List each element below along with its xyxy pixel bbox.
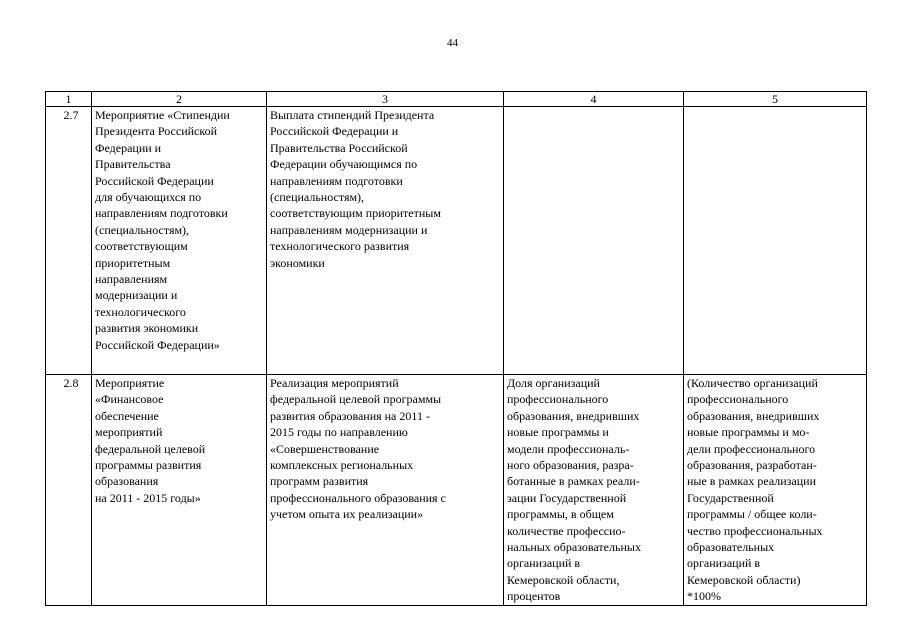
column-header-2: 2 [92,92,267,107]
page-number: 44 [447,37,458,49]
column-header-4: 4 [504,92,684,107]
event-name-cell: Мероприятие «Финансовое обеспечение мероприятий федеральной целевой программы развития образования на 2011 - 2015 годы» [92,375,267,606]
event-description-cell: Реализация мероприятий федеральной целевой программы развития образования на 2011 - 2015 годы по направлению «Совершенствование комплексных региональных программ развития профессионального образования с учетом опыта их реализации» [267,375,504,606]
table-row [46,107,867,375]
row-number: 2.8 [46,375,92,606]
indicator-cell [504,107,684,375]
column-header-5: 5 [684,92,867,107]
formula-cell [684,107,867,375]
indicator-cell: Доля организаций профессионального образования, внедривших новые программы и модели профессиональ- ного образования, разра- ботанные в рамках реали- зации Государственной программы, в общем количестве профессио- нальных образовательных организаций в Кемеровской области, процентов [504,375,684,606]
event-description-cell: Выплата стипендий Президента Российской Федерации и Правительства Российской Федерации обучающимся по направлениям подготовки (специальностям), соответствующим приоритетным направлениям модернизации и технологического развития экономики [267,107,504,375]
table-row [46,375,867,606]
formula-cell: (Количество организаций профессионального образования, внедривших новые программы и мо- дели профессионального образования, разработан- ные в рамках реализации Государственной программы / общее коли- чество профессиональных образовательных организаций в Кемеровской области) *100% [684,375,867,606]
table-header-row [46,92,867,107]
row-number: 2.7 [46,107,92,375]
program-table [45,91,867,606]
column-header-1: 1 [46,92,92,107]
event-name-cell: Мероприятие «Стипендии Президента Российской Федерации и Правительства Российской Федерации для обучающихся по направлениям подготовки (специальностям), соответствующим приоритетным направлениям модернизации и технологического развития экономики Российской Федерации» [92,107,267,375]
column-header-3: 3 [267,92,504,107]
